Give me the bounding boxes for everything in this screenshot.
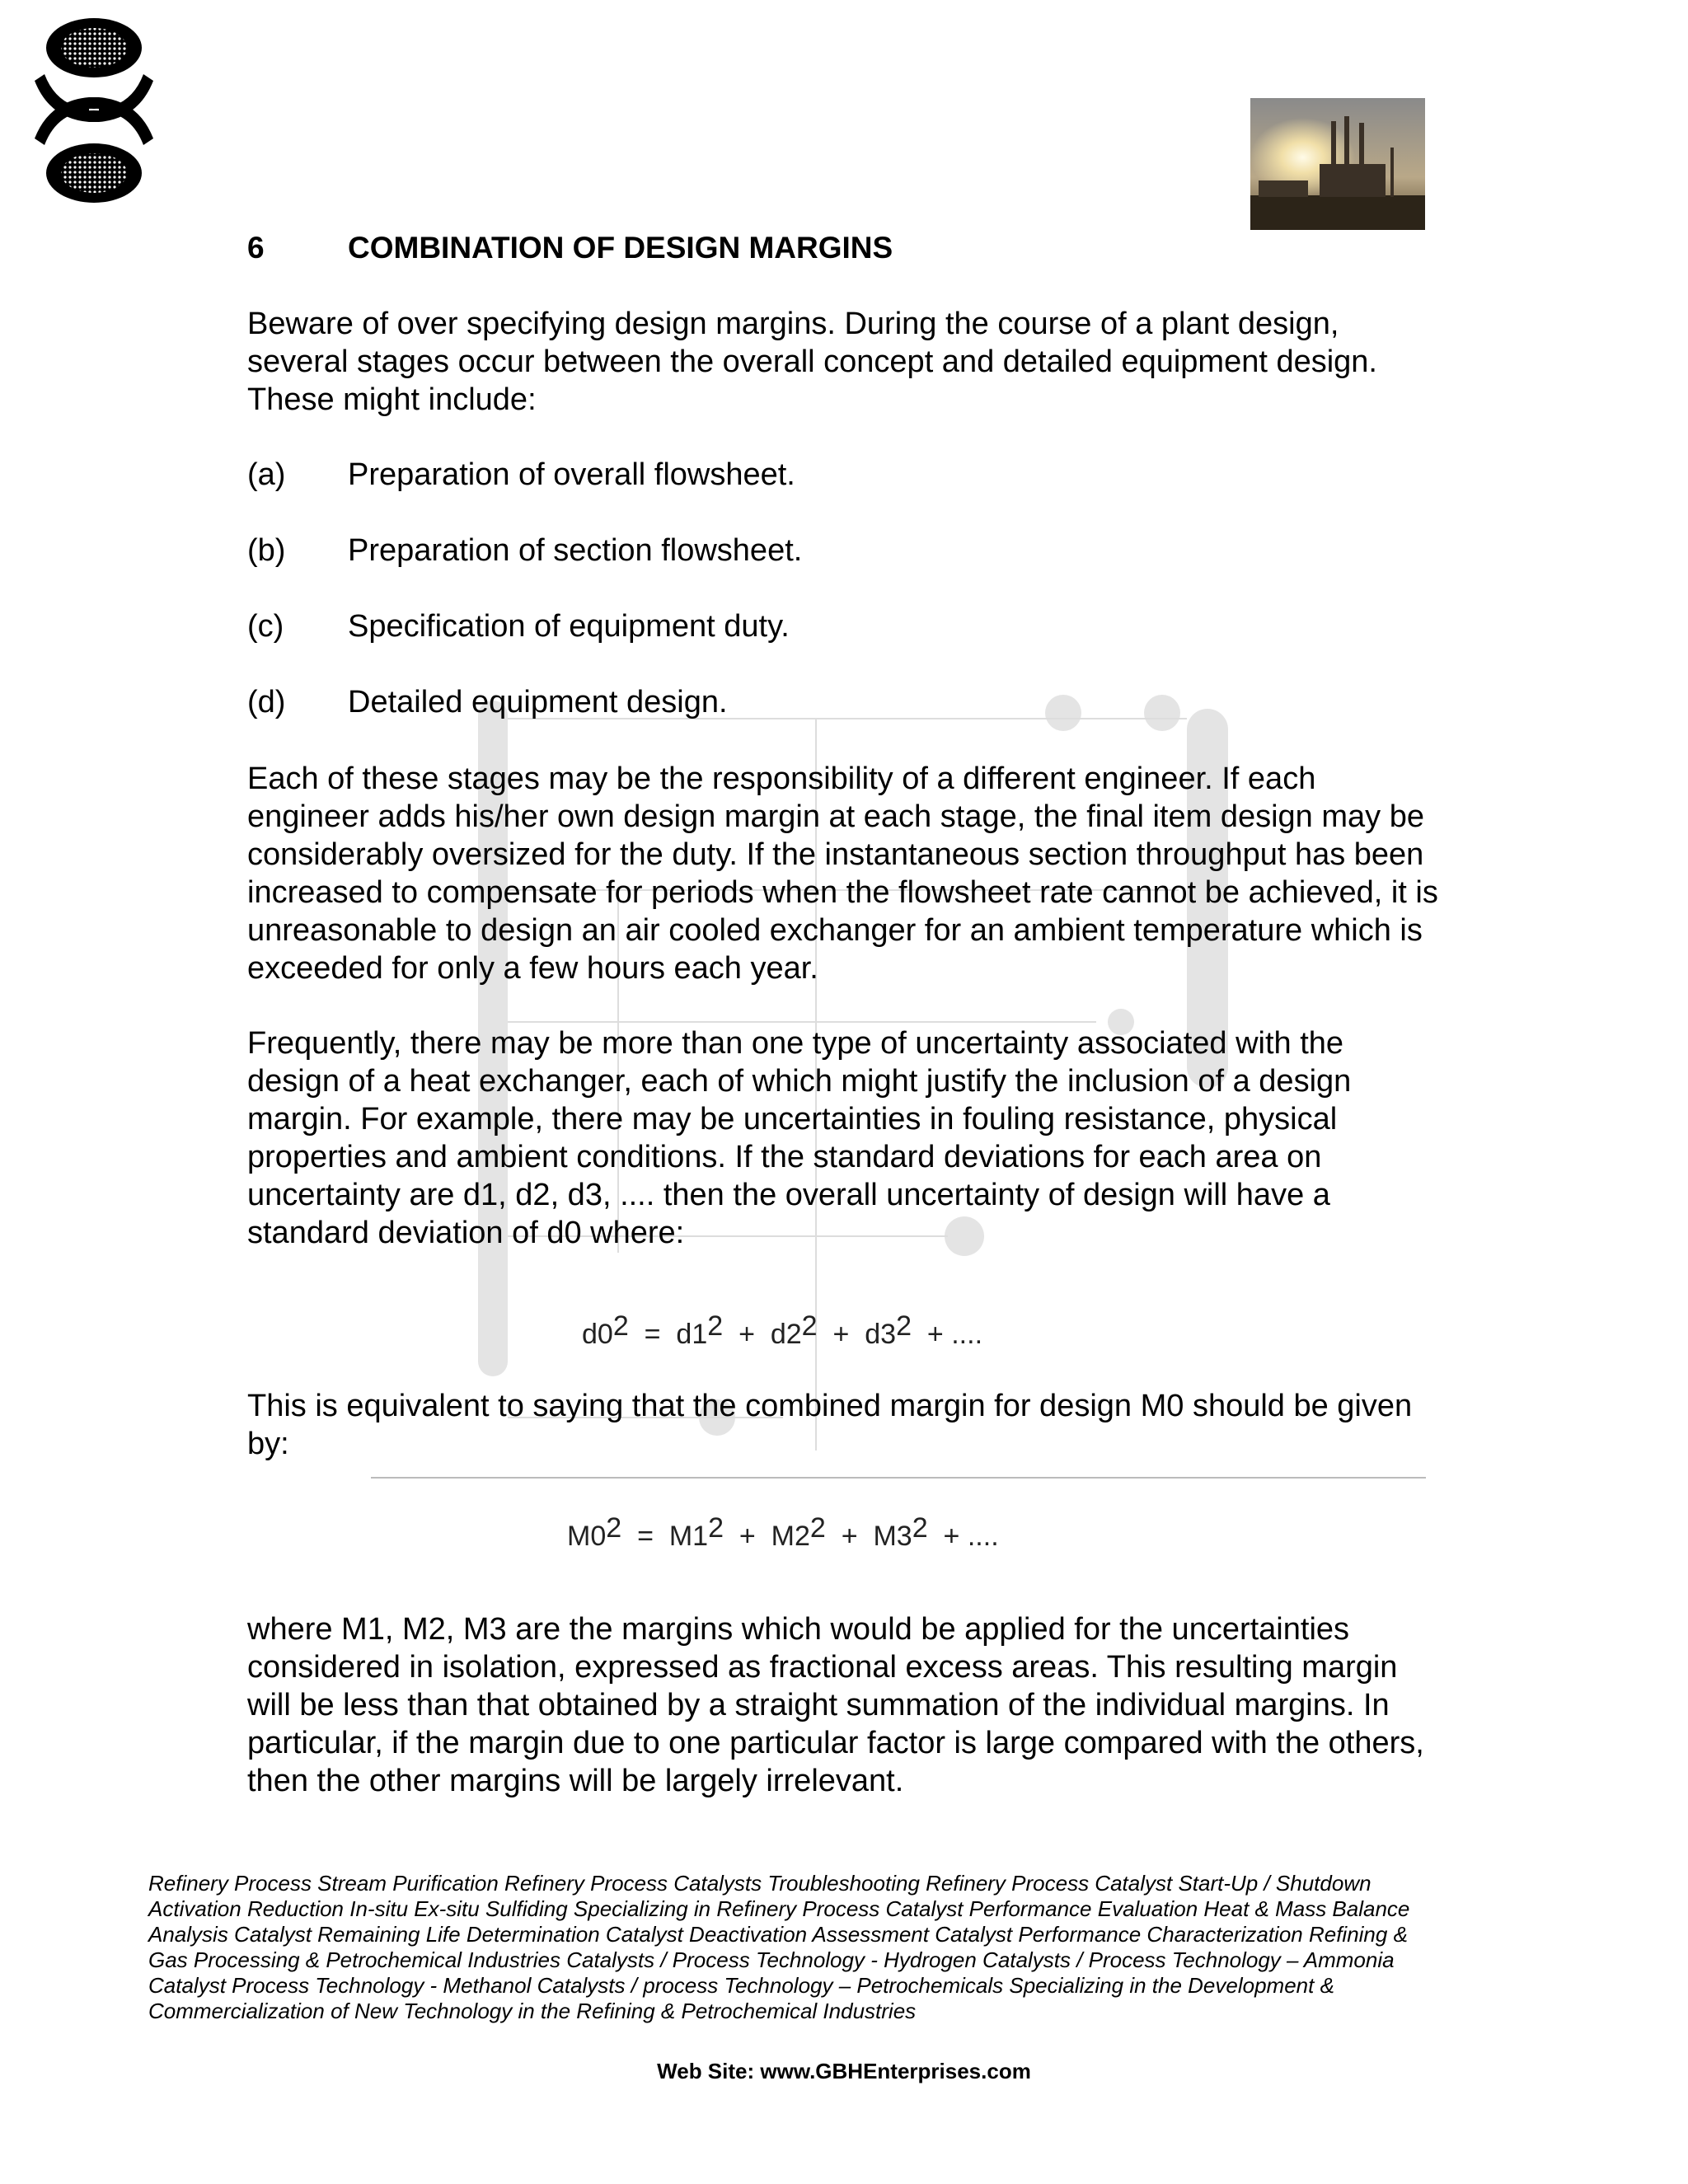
footer-services: Refinery Process Stream Purification Refinery Process Catalysts Troubleshooting Refinery Process Catalyst Start-Up / Shutdown Activation Reduction In-situ Ex-situ Sulfiding Specializing in Refinery Process Catalyst Performance Evaluation Heat & Mass Balance Analysis Catalyst Remaining Life Determination Catalyst Deactivation Assessment Catalyst Performance Characterization Refining & Gas Processing & Petrochemical Industries Catalysts / Process Technology - Hydrogen Catalysts / Process Technology – Ammonia Catalyst Process Technology - Methanol Catalysts / process Technology – Petrochemicals Specializing in the Development & Commercialization of New Technology in the Refining & Petrochemical Industries — [148, 1871, 1410, 2023]
list-item-label: (d) — [247, 685, 286, 719]
list-item-text: Preparation of overall flowsheet. — [348, 457, 795, 492]
section-title: COMBINATION OF DESIGN MARGINS — [348, 231, 893, 265]
list-item-label: (a) — [247, 457, 286, 492]
equation-d0: $d0^2 = d1^2 + d2^2 + d3^2$ + .... — [582, 1310, 983, 1350]
list-item — [247, 532, 802, 569]
list-item-text: Specification of equipment duty. — [348, 609, 790, 644]
uncertainty-paragraph: Frequently, there may be more than one type of uncertainty associated with the design of a heat exchanger, each of which might justify the inclusion of a design margin. For example, there may be uncertainties in fouling resistance, physical properties and ambient conditions. If the standard deviations for each area on uncertainty are d1, d2, d3, .... then the overall uncertainty of design will have a standard deviation of d0 where: — [247, 1026, 1352, 1250]
section-heading — [247, 231, 893, 265]
equivalence-paragraph: This is equivalent to saying that the combined margin for design M0 should be given by: — [247, 1389, 1413, 1461]
list-item-label: (c) — [247, 609, 284, 644]
margins-paragraph: where M1, M2, M3 are the margins which would be applied for the uncertainties considered in isolation, expressed as fractional excess areas. This resulting margin will be less than that obtained by a straight summation of the individual margins. In particular, if the margin due to one particular factor is large compared with the others, then the other margins will be largely irrelevant. — [247, 1612, 1424, 1798]
list-item-text: Preparation of section flowsheet. — [348, 533, 803, 568]
divider — [371, 1477, 1426, 1479]
website-link[interactable]: Web Site: www.GBHEnterprises.com — [657, 2059, 1031, 2083]
company-logo-icon — [33, 16, 155, 203]
equation-m0: $M0^2 = M1^2 + M2^2 + M3^2$ + .... — [567, 1512, 999, 1552]
list-item-text: Detailed equipment design. — [348, 685, 728, 719]
intro-paragraph: Beware of over specifying design margins. During the course of a plant design, several stages occur between the overall concept and detailed equipment design. These might include: — [247, 307, 1377, 417]
list-item — [247, 456, 795, 494]
list-item — [247, 607, 790, 645]
section-number: 6 — [247, 231, 265, 265]
stages-paragraph: Each of these stages may be the responsibility of a different engineer. If each engineer adds his/her own design margin at each stage, the final item design may be considerably oversized for the duty. If the instantaneous section throughput has been increased to compensate for periods when the flowsheet rate cannot be achieved, it is unreasonable to design an air cooled exchanger for an ambient temperature which is exceeded for only a few hours each year. — [247, 762, 1438, 986]
refinery-photo — [1250, 98, 1425, 230]
list-item — [247, 683, 728, 721]
list-item-label: (b) — [247, 533, 286, 568]
